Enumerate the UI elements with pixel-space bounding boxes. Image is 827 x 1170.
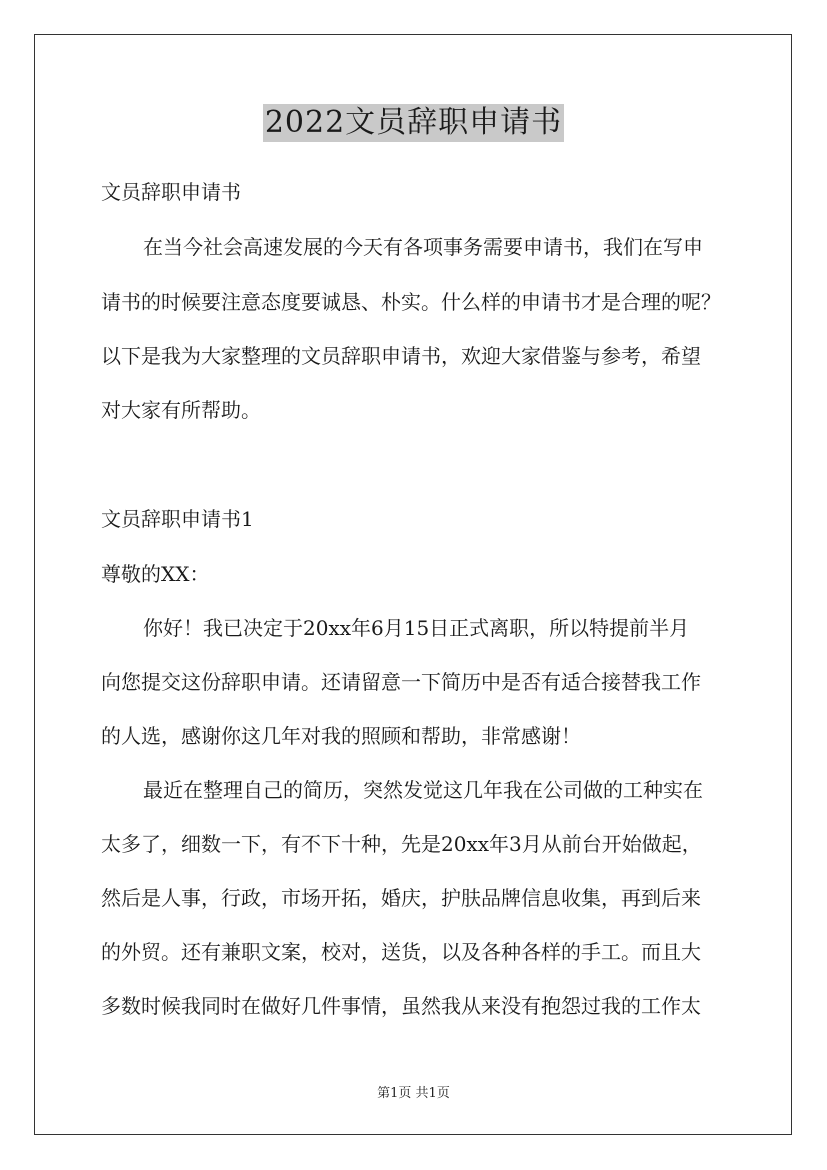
salutation: 尊敬的XX： (101, 562, 210, 586)
section-heading: 文员辞职申请书1 (101, 507, 254, 531)
paragraph-line: 太多了，细数一下，有不下十种，先是20xx年3月从前台开始做起， (101, 832, 702, 856)
paragraph-line: 在当今社会高速发展的今天有各项事务需要申请书，我们在写申 (143, 235, 703, 259)
paragraph-line: 然后是人事，行政，市场开拓，婚庆，护肤品牌信息收集，再到后来 (101, 886, 701, 910)
document-title: 2022文员辞职申请书 (264, 105, 563, 140)
page-footer: 第1页 共1页 (377, 1086, 450, 1101)
paragraph-line: 的外贸。还有兼职文案，校对，送货，以及各种各样的手工。而且大 (101, 940, 701, 964)
section-heading: 文员辞职申请书 (101, 180, 241, 204)
paragraph-line: 对大家有所帮助。 (101, 398, 261, 422)
paragraph-line: 请书的时候要注意态度要诚恳、朴实。什么样的申请书才是合理的呢？ (101, 290, 721, 314)
title-container (0, 104, 827, 142)
paragraph-line: 多数时候我同时在做好几件事情，虽然我从来没有抱怨过我的工作太 (101, 994, 701, 1018)
paragraph-line: 最近在整理自己的简历，突然发觉这几年我在公司做的工种实在 (143, 778, 703, 802)
paragraph-line: 你好！我已决定于20xx年6月15日正式离职，所以特提前半月 (143, 616, 690, 640)
paragraph-line: 以下是我为大家整理的文员辞职申请书，欢迎大家借鉴与参考，希望 (101, 344, 701, 368)
paragraph-line: 向您提交这份辞职申请。还请留意一下简历中是否有适合接替我工作 (101, 670, 701, 694)
paragraph-line: 的人选，感谢你这几年对我的照顾和帮助，非常感谢！ (101, 724, 581, 748)
